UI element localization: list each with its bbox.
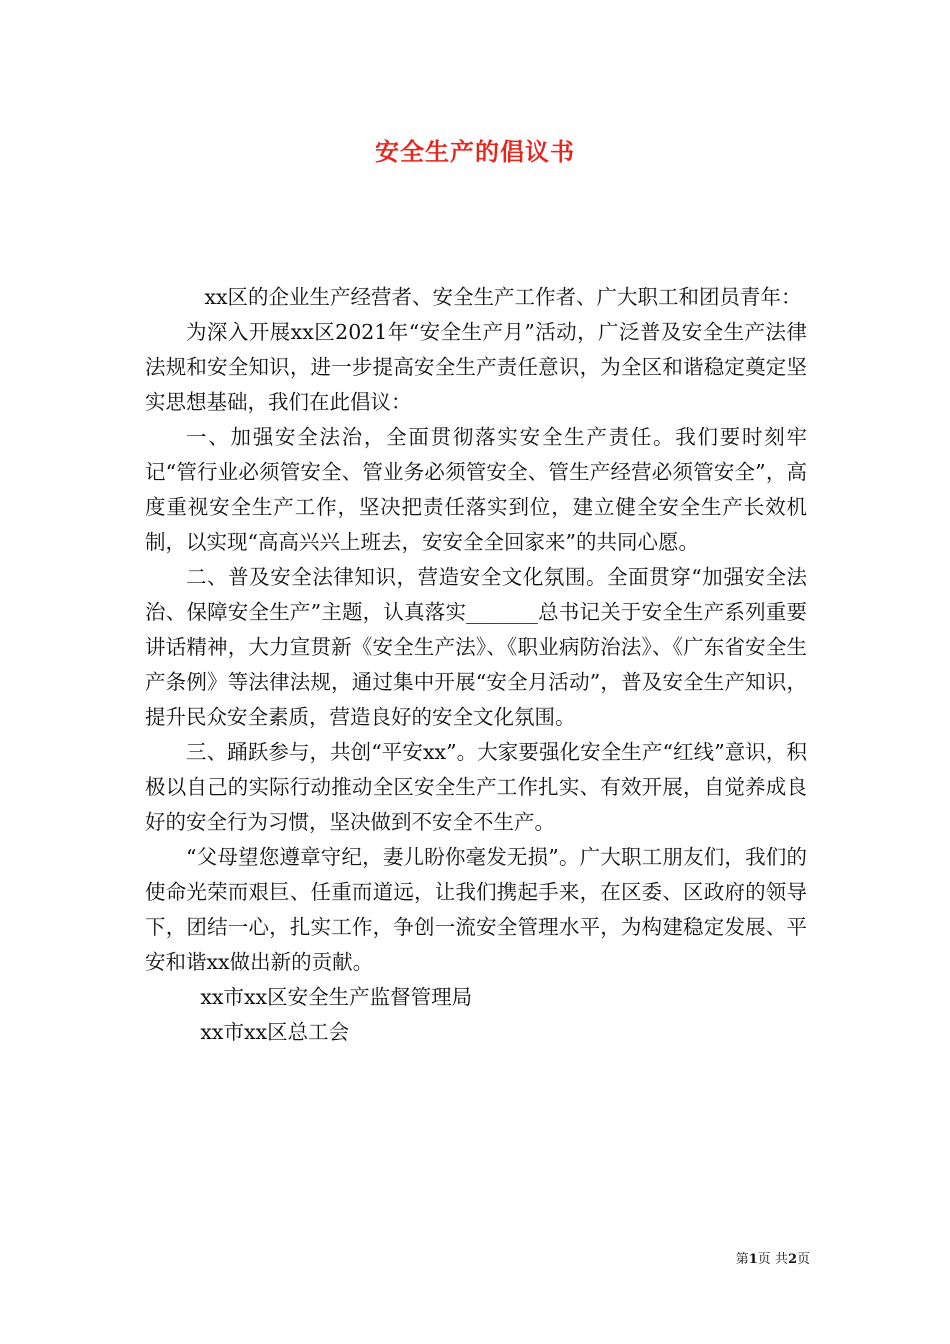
- footer-total-pages: 2: [787, 1252, 797, 1267]
- footer-middle: 页 共: [757, 1252, 788, 1267]
- intro-paragraph: 为深入开展xx区2021年“安全生产月”活动，广泛普及安全生产法律法规和安全知识，进一步提高安全生产责任意识，为全区和谐稳定奠定坚实思想基础，我们在此倡议：: [145, 320, 807, 414]
- closing-paragraph: “父母望您遵章守纪，妻儿盼你毫发无损”。广大职工朋友们，我们的使命光荣而艰巨、任重而道远，让我们携起手来，在区委、区政府的领导下，团结一心，扎实工作，争创一流安全管理水平，为构建稳定发展、平安和谐xx做出新的贡献。: [145, 845, 807, 974]
- document-body: [145, 280, 807, 1050]
- footer-current-page: 1: [748, 1252, 758, 1267]
- proposal-one-paragraph: 一、加强安全法治，全面贯彻落实安全生产责任。我们要时刻牢记“管行业必须管安全、管业务必须管安全、管生产经营必须管安全”，高度重视安全生产工作，坚决把责任落实到位，建立健全安全生产长效机制，以实现“高高兴兴上班去，安安全全回家来”的共同心愿。: [145, 425, 807, 554]
- proposal-two-paragraph: 二、普及安全法律知识，营造安全文化氛围。全面贯穿“加强安全法治、保障安全生产”主题，认真落实_______总书记关于安全生产系列重要讲话精神，大力宣贯新《安全生产法》、《职业病防治法》、《广东省安全生产条例》等法律法规，通过集中开展“安全月活动”，普及安全生产知识，提升民众安全素质，营造良好的安全文化氛围。: [145, 565, 807, 729]
- signature-safety-bureau: xx市xx区安全生产监督管理局: [200, 985, 473, 1009]
- salutation-paragraph: xx区的企业生产经营者、安全生产工作者、广大职工和团员青年：: [204, 285, 802, 309]
- signature-trade-union: xx市xx区总工会: [200, 1020, 350, 1044]
- proposal-three-paragraph: 三、踊跃参与，共创“平安xx”。大家要强化安全生产“红线”意识，积极以自己的实际行动推动全区安全生产工作扎实、有效开展，自觉养成良好的安全行为习惯，坚决做到不安全不生产。: [145, 740, 807, 834]
- footer-prefix: 第: [735, 1252, 749, 1267]
- footer-suffix: 页: [796, 1252, 810, 1267]
- document-title: 安全生产的倡议书: [375, 137, 575, 166]
- page-number-footer: [690, 1248, 810, 1267]
